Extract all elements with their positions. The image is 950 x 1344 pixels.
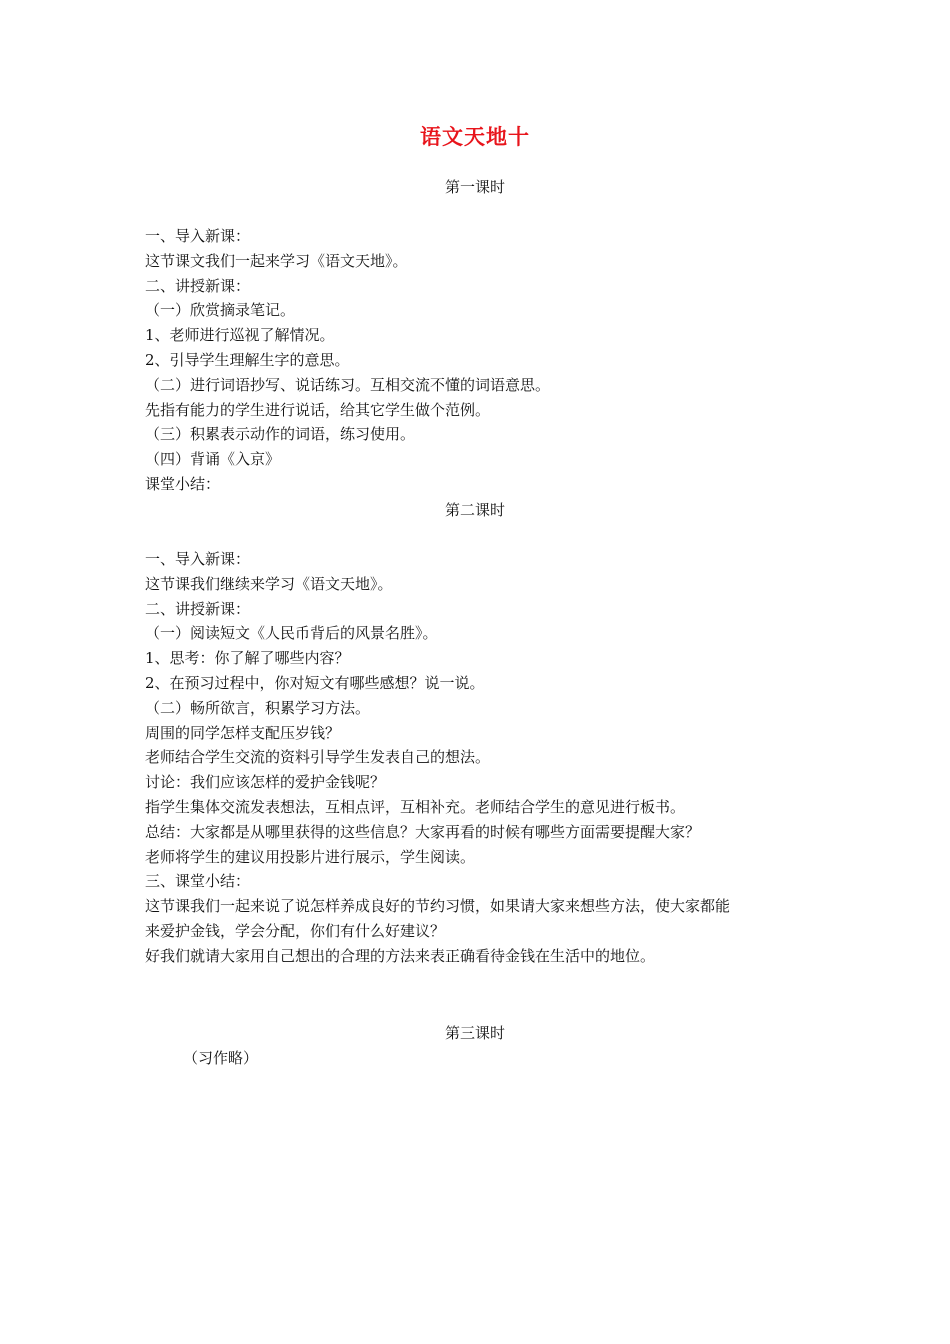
- lesson2-heading: 第二课时: [444, 501, 505, 519]
- lesson1-line: 先指有能力的学生进行说话，给其它学生做个范例。: [145, 400, 491, 419]
- lesson1-line: 一、导入新课：: [145, 227, 251, 245]
- lesson1-line: 这节课文我们一起来学习《语文天地》。: [145, 251, 408, 270]
- lesson2-line: 指学生集体交流发表想法，互相点评，互相补充。老师结合学生的意见进行板书。: [145, 797, 686, 816]
- lesson1-body: [145, 224, 815, 497]
- lesson2-line: 二、讲授新课：: [145, 599, 251, 618]
- lesson1-line: （二）进行词语抄写、说话练习。互相交流不懂的词语意思。: [145, 375, 551, 394]
- lesson1-line: （一）欣赏摘录笔记。: [145, 301, 296, 320]
- lesson3-heading: 第三课时: [444, 1024, 505, 1042]
- lesson1-heading: 第一课时: [444, 178, 505, 196]
- document-title: 语文天地十: [420, 124, 530, 149]
- lesson2-line: 1、思考：你了解了哪些内容？: [145, 649, 350, 668]
- lesson1-line: 二、讲授新课：: [145, 276, 251, 295]
- lesson2-line: 这节课我们继续来学习《语文天地》。: [145, 574, 393, 593]
- lesson2-line: （二）畅所欲言，积累学习方法。: [145, 698, 371, 717]
- lesson2-line: 2、在预习过程中，你对短文有哪些感想？说一说。: [145, 673, 485, 692]
- lesson2-line: 三、课堂小结：: [145, 872, 251, 891]
- lesson1-line: 1、老师进行巡视了解情况。: [145, 326, 335, 345]
- lesson2-line: 好我们就请大家用自己想出的合理的方法来表正确看待金钱在生活中的地位。: [145, 946, 656, 965]
- lesson2-line: 这节课我们一起来说了说怎样养成良好的节约习惯，如果请大家来想些方法，使大家都能: [145, 897, 731, 916]
- lesson2-line: 总结：大家都是从哪里获得的这些信息？大家再看的时候有哪些方面需要提醒大家？: [145, 822, 701, 841]
- lesson1-line: （三）积累表示动作的词语，练习使用。: [145, 425, 416, 444]
- lesson2-line: （一）阅读短文《人民币背后的风景名胜》。: [145, 624, 438, 643]
- lesson2-line: 讨论：我们应该怎样的爱护金钱呢？: [145, 773, 386, 792]
- lesson1-line: 课堂小结：: [145, 474, 221, 493]
- lesson2-line: 老师结合学生交流的资料引导学生发表自己的想法。: [145, 748, 491, 767]
- lesson1-line: （四）背诵《入京》: [145, 450, 281, 469]
- lesson2-line: 老师将学生的建议用投影片进行展示，学生阅读。: [145, 847, 476, 866]
- lesson2-body: [145, 547, 815, 969]
- lesson3-note: （习作略）: [183, 1049, 259, 1067]
- lesson2-line: 一、导入新课：: [145, 550, 251, 568]
- lesson2-line: 来爱护金钱，学会分配，你们有什么好建议？: [145, 921, 446, 940]
- lesson1-line: 2、引导学生理解生字的意思。: [145, 350, 350, 369]
- lesson2-line: 周围的同学怎样支配压岁钱？: [145, 723, 341, 742]
